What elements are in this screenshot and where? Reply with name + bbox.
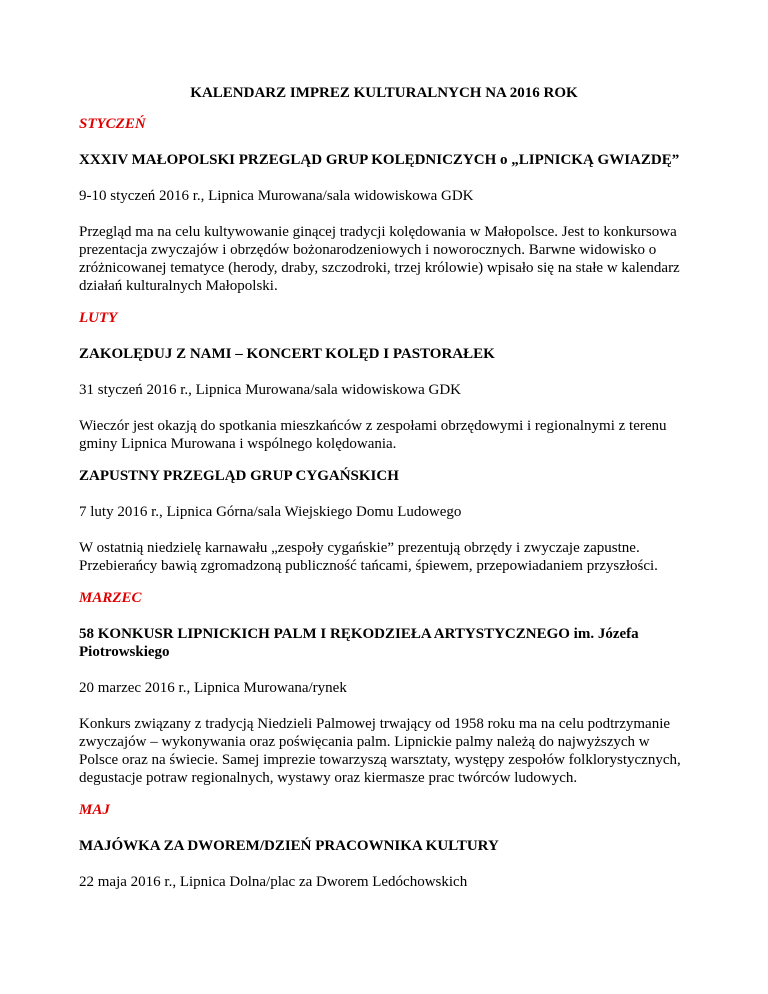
event-date: 22 maja 2016 r., Lipnica Dolna/plac za Dworem Ledóchowskich (79, 874, 468, 890)
month-heading: MAJ (79, 802, 110, 818)
event-date: 20 marzec 2016 r., Lipnica Murowana/rynek (79, 680, 347, 696)
month-heading: MARZEC (79, 590, 142, 606)
document-title: KALENDARZ IMPREZ KULTURALNYCH NA 2016 ROK (190, 85, 578, 101)
event-date: 31 styczeń 2016 r., Lipnica Murowana/sala widowiskowa GDK (79, 382, 462, 398)
event-description: W ostatnią niedzielę karnawału „zespoły cygańskie” prezentują obrzędy i zwyczaje zapustne. Przebierańcy bawią zgromadzoną publiczność tańcami, śpiewem, przepowiadaniem przyszłości. (79, 540, 658, 574)
event-title: ZAPUSTNY PRZEGLĄD GRUP CYGAŃSKICH (79, 468, 399, 484)
month-heading: LUTY (79, 310, 118, 326)
event-description: Wieczór jest okazją do spotkania mieszkańców z zespołami obrzędowymi i regionalnymi z terenu gminy Lipnica Murowana i wspólnego kolędowania. (79, 418, 667, 452)
event-title: XXXIV MAŁOPOLSKI PRZEGLĄD GRUP KOLĘDNICZYCH o „LIPNICKĄ GWIAZDĘ” (79, 152, 680, 168)
event-title: MAJÓWKA ZA DWOREM/DZIEŃ PRACOWNIKA KULTURY (79, 838, 499, 854)
event-description: Przegląd ma na celu kultywowanie ginącej tradycji kolędowania w Małopolsce. Jest to konkursowa prezentacja zwyczajów i obrzędów bożonarodzeniowych i noworocznych. Barwne widowisko o zróżnicowanej tematyce (herody, draby, szczodroki, trzej królowie) wpisało się na stałe w kalendarz działań kulturalnych Małopolski. (79, 224, 680, 294)
event-title: 58 KONKUSR LIPNICKICH PALM I RĘKODZIEŁA ARTYSTYCZNEGO im. Józefa Piotrowskiego (79, 626, 639, 660)
event-date: 7 luty 2016 r., Lipnica Górna/sala Wiejskiego Domu Ludowego (79, 504, 462, 520)
event-date: 9-10 styczeń 2016 r., Lipnica Murowana/sala widowiskowa GDK (79, 188, 474, 204)
month-heading: STYCZEŃ (79, 116, 146, 132)
document-body (79, 115, 689, 909)
event-title: ZAKOLĘDUJ Z NAMI – KONCERT KOLĘD I PASTORAŁEK (79, 346, 495, 362)
event-description: Konkurs związany z tradycją Niedzieli Palmowej trwający od 1958 roku ma na celu podtrzymanie zwyczajów – wykonywania oraz poświęcania palm. Lipnickie palmy należą do najwyższych w Polsce oraz na świecie. Samej imprezie towarzyszą warsztaty, występy zespołów folklorystycznych, degustacje potraw regionalnych, wystawy oraz kiermasze prac twórców ludowych. (79, 716, 681, 786)
